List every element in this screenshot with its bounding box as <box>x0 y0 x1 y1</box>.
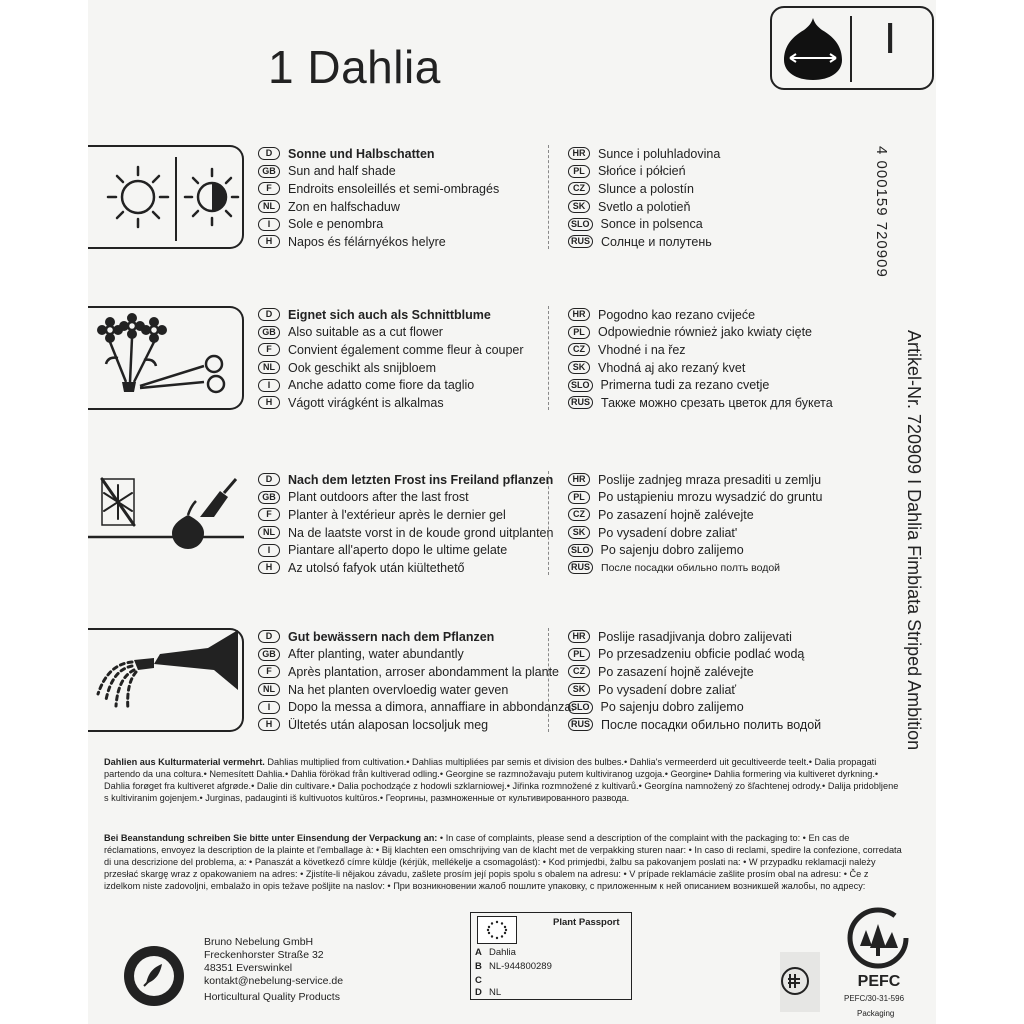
right-languages <box>568 471 822 577</box>
lang-row: GB After planting, water abundantly <box>258 646 575 664</box>
lang-row: NL Ook geschikt als snijbloem <box>258 359 524 377</box>
bulb-size-box <box>770 6 934 90</box>
lang-row: F Convient également comme fleur à couper <box>258 341 524 359</box>
column-divider <box>548 628 550 732</box>
lang-row: SLO Sonce in polsenca <box>568 215 720 233</box>
left-languages <box>258 145 499 251</box>
column-divider <box>548 471 550 575</box>
lang-row: I Dopo la messa a dimora, annaffiare in abbondanza. <box>258 698 575 716</box>
complaints-note <box>104 832 904 892</box>
address-line: Bruno Nebelung GmbH <box>204 936 314 948</box>
lang-row: RUS Также можно срезать цветок для букета <box>568 394 833 412</box>
lang-row: H Vágott virágként is alkalmas <box>258 394 524 412</box>
lang-row: SK Vhodná aj ako rezaný kvet <box>568 359 833 377</box>
lang-row: HR Poslije rasadjivanja dobro zalijevati <box>568 628 821 646</box>
lang-row: SLO Po sajenju dobro zalijemo <box>568 541 822 559</box>
lang-row: D Sonne und Halbschatten <box>258 145 499 163</box>
complaints-lead: Bei Beanstandung schreiben Sie bitte unter Einsendung der Verpackung an: <box>104 833 438 843</box>
article-number: Artikel-Nr. 720909 I Dahlia Fimbiata Striped Ambition <box>904 330 924 751</box>
lang-row: CZ Vhodné i na řez <box>568 341 833 359</box>
pefc-logo-icon <box>840 902 918 994</box>
lang-row: SK Svetlo a polotieň <box>568 198 720 216</box>
lang-row: RUS После посадки обильно полть водой <box>568 559 822 577</box>
lang-row: NL Na het planten overvloedig water geven <box>258 681 575 699</box>
lang-row: I Piantare all'aperto dopo le ultime gelate <box>258 541 553 559</box>
sustainable-supplier-seal-icon <box>122 944 186 1008</box>
lang-row: PL Odpowiednie również jako kwiaty cięte <box>568 324 833 342</box>
lang-row: H Napos és félárnyékos helyre <box>258 233 499 251</box>
right-languages <box>568 628 821 734</box>
watering-can-icon <box>88 628 244 732</box>
bulb-icon <box>778 12 848 84</box>
bulb-size-divider <box>850 16 852 82</box>
lang-row: PL Słońce i półcień <box>568 163 720 181</box>
lang-row: HR Sunce i poluhladovina <box>568 145 720 163</box>
contact-email: kontakt@nebelung-service.de <box>204 975 344 987</box>
lang-row: F Planter à l'extérieur après le dernier gel <box>258 506 553 524</box>
lang-row: F Endroits ensoleillés et semi-ombragés <box>258 180 499 198</box>
column-divider <box>548 306 550 410</box>
passport-row: B NL-944800289 <box>475 961 552 972</box>
lang-row: I Anche adatto come fiore da taglio <box>258 376 524 394</box>
right-languages <box>568 145 720 251</box>
lang-row: GB Sun and half shade <box>258 163 499 181</box>
lang-row: PL Po przesadzeniu obficie podlać wodą <box>568 646 821 664</box>
right-languages <box>568 306 833 412</box>
left-languages <box>258 471 553 577</box>
pefc-packaging-label: Packaging <box>857 1009 895 1018</box>
lang-row: SLO Po sajenju dobro zalijemo <box>568 698 821 716</box>
pefc-code: PEFC/30-31-596 <box>844 994 905 1003</box>
recycling-mark-icon <box>780 966 810 996</box>
lang-row: CZ Slunce a polostín <box>568 180 720 198</box>
complaints-text: • In case of complaints, please send a description of the complaint with the packaging to: • En cas de réclamations, envoyez la description de la plainte et l'emballage à: • Bij klachten een omschrijving van de klacht met de verpakking sturen naar: • In caso di reclami, spedire la confezione, corredata di una descrizione del problema, a: • Panaszát a következő címre küldje (kérjük, mellékelje a csomagolást): • Kod primjedbi, žalbu sa pakovanjem poslati na: • W przypadku reklamacji należy przesłać skargę wraz z opakowaniem na adres: • Zjistíte-li nějakou závadu, zašlete prosím její popis spolu s obalem na adresu: • V prípade reklamácie zašlite prosím obal na adresu: • Če z izdelkom niste zadovoljni, embalažo in opis težave pošljite na naslov: • При возникновении жалоб пошлите упаковку, с приложенным к ней описанием возникшей жалобы, по адресу: <box>104 833 902 891</box>
eu-flag-icon <box>477 916 517 944</box>
address-line: 48351 Everswinkel <box>204 962 293 974</box>
lang-row: SK Po vysadení dobre zaliať <box>568 681 821 699</box>
lang-row: H Az utolsó fafyok után kiültethető <box>258 559 553 577</box>
left-languages <box>258 306 524 412</box>
passport-row: D NL <box>475 987 502 998</box>
lang-row: CZ Po zasazení hojně zalévejte <box>568 663 821 681</box>
company-tagline: Horticultural Quality Products <box>204 991 340 1003</box>
barcode-number: 4 000159 720909 <box>873 146 890 278</box>
lang-row: HR Pogodno kao rezano cvijeće <box>568 306 833 324</box>
page-title: 1 Dahlia <box>268 41 441 93</box>
lang-row: PL Po ustąpieniu mrozu wysadzić do gruntu <box>568 489 822 507</box>
lang-row: HR Poslije zadnjeg mraza presaditi u zemlju <box>568 471 822 489</box>
lang-row: SLO Primerna tudi za rezano cvetje <box>568 376 833 394</box>
passport-row: C <box>475 975 482 986</box>
lang-row: SK Po vysadení dobre zaliat' <box>568 524 822 542</box>
lang-row: RUS Солнце и полутень <box>568 233 720 251</box>
lang-row: NL Na de laatste vorst in de koude grond uitplanten <box>258 524 553 542</box>
lang-row: D Nach dem letzten Frost ins Freiland pflanzen <box>258 471 553 489</box>
cultivation-note <box>104 756 904 804</box>
lang-row: I Sole e penombra <box>258 215 499 233</box>
passport-row: A Dahlia <box>475 947 516 958</box>
sun-and-half-shade-icon <box>88 145 244 249</box>
bulb-size-code: I <box>884 14 897 63</box>
lang-row: H Ültetés után alaposan locsoljuk meg <box>258 716 575 734</box>
passport-title: Plant Passport <box>553 917 620 928</box>
address-line: Freckenhorster Straße 32 <box>204 949 324 961</box>
left-languages <box>258 628 575 734</box>
company-address <box>204 936 343 988</box>
lang-row: F Après plantation, arroser abondamment la plante <box>258 663 575 681</box>
lang-row: D Gut bewässern nach dem Pflanzen <box>258 628 575 646</box>
svg-text:PEFC: PEFC <box>857 973 901 990</box>
column-divider <box>548 145 550 249</box>
lang-row: D Eignet sich auch als Schnittblume <box>258 306 524 324</box>
lang-row: NL Zon en halfschaduw <box>258 198 499 216</box>
frost-planting-icon <box>88 471 244 575</box>
lang-row: GB Plant outdoors after the last frost <box>258 489 553 507</box>
cultivation-lead: Dahlien aus Kulturmaterial vermehrt. <box>104 757 265 767</box>
lang-row: GB Also suitable as a cut flower <box>258 324 524 342</box>
cut-flower-icon <box>88 306 244 410</box>
lang-row: RUS После посадки обильно полить водой <box>568 716 821 734</box>
lang-row: CZ Po zasazení hojně zalévejte <box>568 506 822 524</box>
plant-passport <box>470 912 632 1000</box>
cultivation-text: Dahlias multiplied from cultivation.• Dahlias multipliées par semis et division des bulbes.• Dahlia's vermeerderd uit gecultiveerde teelt.• Dalia propagati partendo da una coltura.• Nemesített Dahlia.• Dahlia förökad från kultiverad odling.• Georgine se razmnožavaju putem kultiviranog uzgoja.• Georgine• Dahlia formering via kultiveret dyrkning.• Dahlia forøget fra kultiveret afgrøde.• Dalie din cultivare.• Dalia pochodząće z hodowli szklarniowej.• Jiřinka rozmnožené z kultivarů.• Georgína namnožený zo šľachtenej odrody.• Dalija pridobljene s kultiviranim gojenjem.• Jurginas, padauginti iš kultivuotos kultūros.• Георгины, размноженные от культивированного развода. <box>104 757 899 803</box>
